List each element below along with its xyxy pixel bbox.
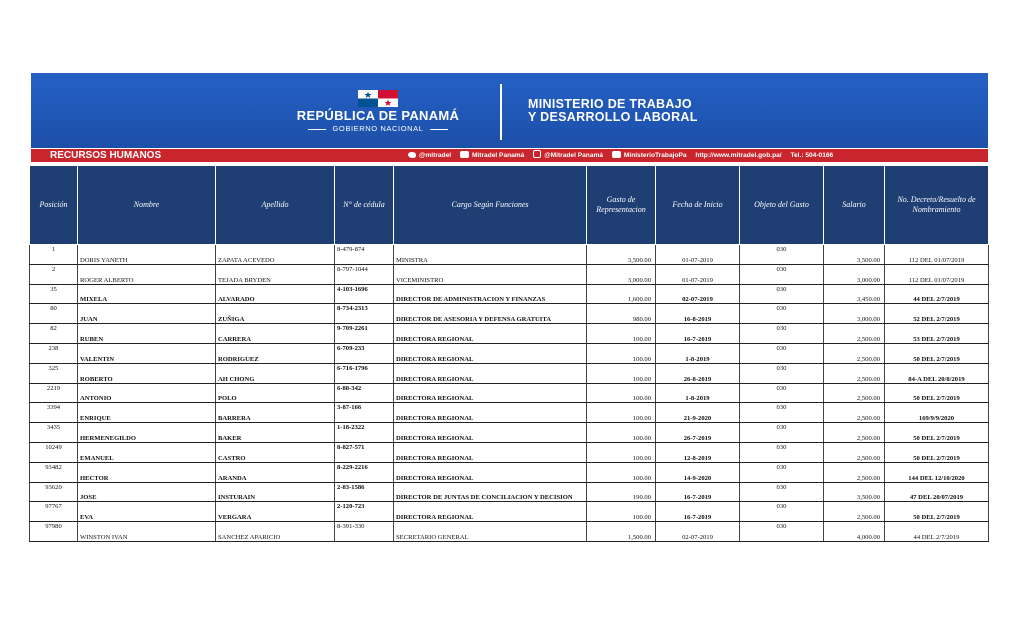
cell-fecha: 02-07-2019 — [656, 284, 740, 304]
cell-fecha: 02-07-2019 — [656, 522, 740, 542]
personnel-table — [29, 165, 989, 542]
table-row — [30, 502, 989, 522]
cell-cargo: MINISTRA — [394, 245, 587, 265]
cell-fecha: 01-07-2019 — [656, 245, 740, 265]
table-row — [30, 442, 989, 462]
cell-fecha: 16-8-2019 — [656, 304, 740, 324]
cell-nombre: ROBERTO — [78, 363, 216, 383]
cell-cedula: 6-716-1796 — [335, 363, 394, 383]
cell-cargo: DIRECTORA REGIONAL — [394, 462, 587, 482]
cell-apellido: ALVARADO — [216, 284, 335, 304]
cell-decreto: 47 DEL 20/07/2019 — [885, 482, 989, 502]
cell-apellido: ZAPATA ACEVEDO — [216, 245, 335, 265]
cell-decreto: 50 DEL 2/7/2019 — [885, 442, 989, 462]
facebook-icon — [460, 151, 469, 158]
cell-apellido: INSTURAIN — [216, 482, 335, 502]
cell-cedula: 6-88-342 — [335, 383, 394, 403]
cell-salario: 3,450.00 — [824, 284, 885, 304]
cell-cargo: DIRECTOR DE ADMINISTRACION Y FINANZAS — [394, 284, 587, 304]
col-objeto: Objeto del Gasto — [740, 166, 824, 245]
cell-posicion: 97980 — [30, 522, 78, 542]
cell-salario: 3,000.00 — [824, 264, 885, 284]
header-banner — [31, 73, 988, 148]
table-row — [30, 423, 989, 443]
cell-cargo: DIRECTORA REGIONAL — [394, 502, 587, 522]
cell-salario: 2,500.00 — [824, 403, 885, 423]
cell-cedula: 1-18-2322 — [335, 423, 394, 443]
cell-apellido: CARRERA — [216, 324, 335, 344]
table-row — [30, 462, 989, 482]
department-label: RECURSOS HUMANOS — [50, 150, 162, 161]
cell-gasto: 190.00 — [587, 482, 656, 502]
col-apellido: Apellido — [216, 166, 335, 245]
cell-cedula: 8-229-2216 — [335, 462, 394, 482]
table-row — [30, 482, 989, 502]
republic-title: REPÚBLICA DE PANAMÁ — [296, 108, 460, 123]
cell-decreto: 169/9/9/2020 — [885, 403, 989, 423]
cell-gasto: 100.00 — [587, 442, 656, 462]
cell-apellido: BARRERA — [216, 403, 335, 423]
ministry-name — [528, 98, 698, 124]
cell-decreto: 44 DEL 2/7/2019 — [885, 284, 989, 304]
cell-fecha: 16-7-2019 — [656, 482, 740, 502]
cell-nombre: VALENTIN — [78, 343, 216, 363]
cell-apellido: CASTRO — [216, 442, 335, 462]
cell-salario: 2,500.00 — [824, 462, 885, 482]
ministry-line-2: Y DESARROLLO LABORAL — [528, 110, 698, 124]
cell-cargo: VICEMINISTRO — [394, 264, 587, 284]
cell-objeto: 030 — [740, 522, 824, 542]
cell-nombre: JOSE — [78, 482, 216, 502]
table-row — [30, 522, 989, 542]
cell-cedula: 8-479-874 — [335, 245, 394, 265]
col-cargo: Cargo Según Funciones — [394, 166, 587, 245]
cell-decreto: 112 DEL 01/07/2019 — [885, 245, 989, 265]
cell-objeto: 030 — [740, 383, 824, 403]
cell-posicion: 325 — [30, 363, 78, 383]
cell-posicion: 3435 — [30, 423, 78, 443]
cell-posicion: 2219 — [30, 383, 78, 403]
cell-cargo: DIRECTORA REGIONAL — [394, 442, 587, 462]
cell-objeto: 030 — [740, 264, 824, 284]
cell-gasto: 100.00 — [587, 383, 656, 403]
facebook-link[interactable]: Mitradel Panamá — [460, 152, 524, 159]
col-posicion: Posición — [30, 166, 78, 245]
cell-fecha: 21-9-2020 — [656, 403, 740, 423]
cell-posicion: 35 — [30, 284, 78, 304]
cell-gasto: 980.00 — [587, 304, 656, 324]
cell-gasto: 1,600.00 — [587, 284, 656, 304]
cell-nombre: ROGER ALBERTO — [78, 264, 216, 284]
cell-salario: 3,000.00 — [824, 304, 885, 324]
col-fecha: Fecha de Inicio — [656, 166, 740, 245]
cell-objeto: 030 — [740, 423, 824, 443]
cell-gasto: 100.00 — [587, 343, 656, 363]
cell-salario: 3,500.00 — [824, 482, 885, 502]
table-header-row — [30, 166, 989, 245]
cell-cedula: 2-120-723 — [335, 502, 394, 522]
youtube-icon — [612, 151, 621, 158]
cell-cedula: 8-827-571 — [335, 442, 394, 462]
table-row — [30, 245, 989, 265]
cell-posicion: 93482 — [30, 462, 78, 482]
cell-objeto: 030 — [740, 324, 824, 344]
table-row — [30, 383, 989, 403]
cell-decreto: 44 DEL 2/7/2019 — [885, 522, 989, 542]
cell-nombre: HERMENEGILDO — [78, 423, 216, 443]
cell-nombre: EVA — [78, 502, 216, 522]
cell-cargo: DIRECTOR DE ASESORIA Y DEFENSA GRATUITA — [394, 304, 587, 324]
social-links — [408, 149, 840, 162]
cell-cedula: 6-709-233 — [335, 343, 394, 363]
cell-objeto: 030 — [740, 284, 824, 304]
cell-cargo: DIRECTORA REGIONAL — [394, 343, 587, 363]
cell-fecha: 12-8-2019 — [656, 442, 740, 462]
cell-gasto: 100.00 — [587, 324, 656, 344]
cell-fecha: 1-8-2019 — [656, 343, 740, 363]
cell-posicion: 1 — [30, 245, 78, 265]
cell-cargo: DIRECTOR DE JUNTAS DE CONCILIACION Y DECISION — [394, 482, 587, 502]
col-decreto: No. Decreto/Resuelto de Nombramiento — [885, 166, 989, 245]
instagram-icon — [533, 150, 541, 158]
cell-gasto: 3,500.00 — [587, 245, 656, 265]
cell-cedula: 4-103-1696 — [335, 284, 394, 304]
header-divider — [500, 84, 502, 140]
cell-apellido: POLO — [216, 383, 335, 403]
twitter-icon — [408, 152, 416, 158]
cell-posicion: 3394 — [30, 403, 78, 423]
cell-nombre: ENRIQUE — [78, 403, 216, 423]
website-link[interactable]: http://www.mitradel.gob.pa/ — [695, 152, 782, 159]
youtube-link[interactable]: MinisterioTrabajoPa — [612, 152, 687, 159]
table-row — [30, 264, 989, 284]
cell-cargo: DIRECTORA REGIONAL — [394, 423, 587, 443]
phone-number: Tel.: 504-0166 — [790, 152, 834, 159]
table-row — [30, 403, 989, 423]
cell-apellido: BAKER — [216, 423, 335, 443]
col-salario: Salario — [824, 166, 885, 245]
cell-nombre: HECTOR — [78, 462, 216, 482]
cell-nombre: JUAN — [78, 304, 216, 324]
cell-decreto: 112 DEL 01/07/2019 — [885, 264, 989, 284]
cell-cedula: 3-87-166 — [335, 403, 394, 423]
cell-fecha: 26-7-2019 — [656, 423, 740, 443]
cell-salario: 2,500.00 — [824, 442, 885, 462]
table-row — [30, 304, 989, 324]
cell-decreto: 50 DEL 2/7/2019 — [885, 343, 989, 363]
cell-cedula: 8-797-1044 — [335, 264, 394, 284]
cell-salario: 2,500.00 — [824, 502, 885, 522]
cell-fecha: 16-7-2019 — [656, 324, 740, 344]
cell-fecha: 1-8-2019 — [656, 383, 740, 403]
cell-cargo: SECRETARIO GENERAL — [394, 522, 587, 542]
instagram-link[interactable]: @Mitradel Panamá — [533, 152, 603, 159]
cell-apellido: ZUÑIGA — [216, 304, 335, 324]
cell-objeto: 030 — [740, 343, 824, 363]
cell-salario: 3,500.00 — [824, 245, 885, 265]
cell-nombre: EMANUEL — [78, 442, 216, 462]
government-subtitle: GOBIERNO NACIONAL — [288, 124, 468, 133]
cell-decreto: 53 DEL 2/7/2019 — [885, 324, 989, 344]
cell-gasto: 100.00 — [587, 502, 656, 522]
cell-cargo: DIRECTORA REGIONAL — [394, 324, 587, 344]
cell-cedula: 8-734-2313 — [335, 304, 394, 324]
cell-salario: 2,500.00 — [824, 383, 885, 403]
cell-nombre: WINSTON IVAN — [78, 522, 216, 542]
cell-decreto: 52 DEL 2/7/2019 — [885, 304, 989, 324]
cell-apellido: AH CHONG — [216, 363, 335, 383]
cell-gasto: 100.00 — [587, 423, 656, 443]
cell-nombre: ANTONIO — [78, 383, 216, 403]
cell-objeto: 030 — [740, 502, 824, 522]
cell-posicion: 238 — [30, 343, 78, 363]
table-row — [30, 284, 989, 304]
cell-posicion: 80 — [30, 304, 78, 324]
cell-cargo: DIRECTORA REGIONAL — [394, 363, 587, 383]
table-row — [30, 363, 989, 383]
cell-objeto: 030 — [740, 363, 824, 383]
cell-salario: 2,500.00 — [824, 343, 885, 363]
cell-cedula: 8-391-330 — [335, 522, 394, 542]
cell-fecha: 01-07-2019 — [656, 264, 740, 284]
cell-decreto: 50 DEL 2/7/2019 — [885, 423, 989, 443]
cell-objeto: 030 — [740, 482, 824, 502]
cell-posicion: 97767 — [30, 502, 78, 522]
twitter-link[interactable]: @mitradel — [408, 152, 451, 159]
cell-fecha: 26-8-2019 — [656, 363, 740, 383]
cell-decreto: 144 DEL 12/10/2020 — [885, 462, 989, 482]
cell-apellido: VERGARA — [216, 502, 335, 522]
cell-gasto: 100.00 — [587, 403, 656, 423]
cell-objeto: 030 — [740, 245, 824, 265]
ministry-line-1: MINISTERIO DE TRABAJO — [528, 97, 692, 111]
cell-decreto: 84-A DEL 20/8/2019 — [885, 363, 989, 383]
cell-gasto: 100.00 — [587, 462, 656, 482]
cell-posicion: 93620 — [30, 482, 78, 502]
cell-decreto: 50 DEL 2/7/2019 — [885, 383, 989, 403]
cell-fecha: 14-9-2020 — [656, 462, 740, 482]
cell-nombre: MIXELA — [78, 284, 216, 304]
cell-salario: 2,500.00 — [824, 423, 885, 443]
panama-flag-icon — [358, 90, 398, 107]
table-row — [30, 343, 989, 363]
col-cedula: N° de cédula — [335, 166, 394, 245]
table-row — [30, 324, 989, 344]
cell-objeto: 030 — [740, 304, 824, 324]
cell-salario: 2,500.00 — [824, 324, 885, 344]
col-gasto: Gasto de Representacion — [587, 166, 656, 245]
cell-objeto: 030 — [740, 462, 824, 482]
cell-gasto: 1,500.00 — [587, 522, 656, 542]
cell-apellido: RODRIGUEZ — [216, 343, 335, 363]
cell-gasto: 3,000.00 — [587, 264, 656, 284]
cell-cargo: DIRECTORA REGIONAL — [394, 383, 587, 403]
cell-salario: 4,000.00 — [824, 522, 885, 542]
table-body — [30, 245, 989, 542]
cell-apellido: ARANDA — [216, 462, 335, 482]
cell-nombre: RUBEN — [78, 324, 216, 344]
col-nombre: Nombre — [78, 166, 216, 245]
cell-posicion: 2 — [30, 264, 78, 284]
cell-fecha: 16-7-2019 — [656, 502, 740, 522]
cell-apellido: TEJADA BRYDEN — [216, 264, 335, 284]
cell-apellido: SANCHEZ APARICIO — [216, 522, 335, 542]
cell-nombre: DORIS YANETH — [78, 245, 216, 265]
cell-posicion: 10249 — [30, 442, 78, 462]
cell-cedula: 9-709-2261 — [335, 324, 394, 344]
cell-objeto: 030 — [740, 442, 824, 462]
cell-salario: 2,500.00 — [824, 363, 885, 383]
cell-gasto: 100.00 — [587, 363, 656, 383]
cell-posicion: 82 — [30, 324, 78, 344]
cell-cedula: 2-83-1586 — [335, 482, 394, 502]
cell-decreto: 50 DEL 2/7/2019 — [885, 502, 989, 522]
cell-objeto: 030 — [740, 403, 824, 423]
cell-cargo: DIRECTORA REGIONAL — [394, 403, 587, 423]
